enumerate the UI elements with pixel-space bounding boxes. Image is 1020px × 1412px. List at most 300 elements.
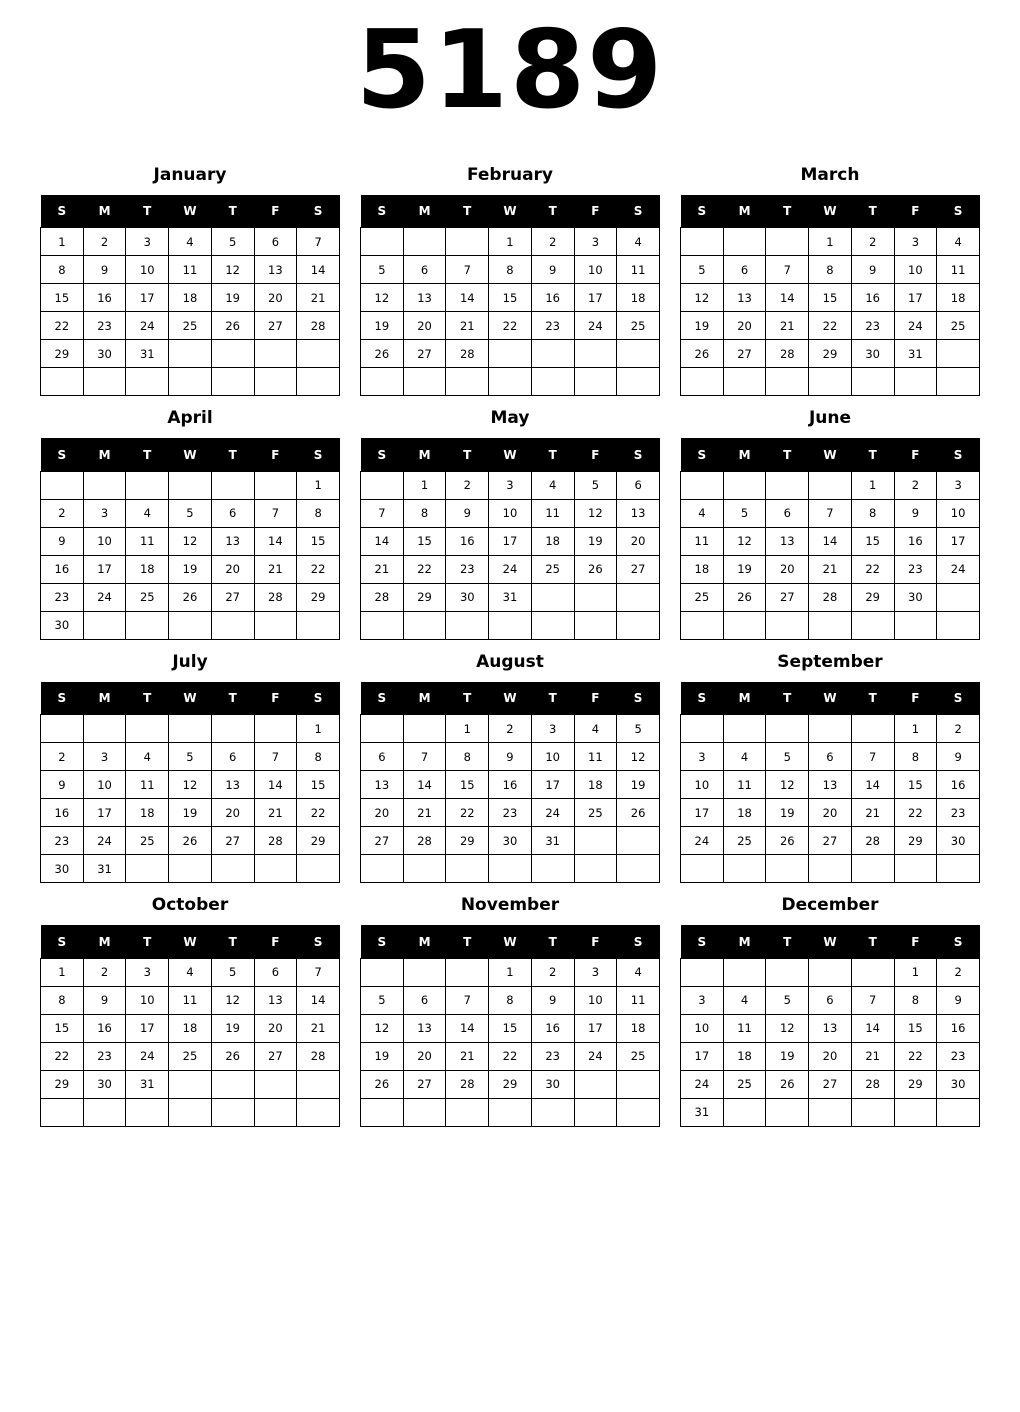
day-cell[interactable]: 18 [169,284,212,312]
day-cell[interactable]: 8 [41,986,84,1014]
day-cell[interactable]: 10 [83,527,126,555]
day-cell[interactable]: 7 [297,228,340,256]
day-cell[interactable]: 14 [809,527,852,555]
day-cell[interactable]: 7 [851,743,894,771]
day-cell[interactable]: 8 [851,499,894,527]
day-cell[interactable]: 13 [211,527,254,555]
day-cell[interactable]: 8 [297,743,340,771]
day-cell[interactable]: 6 [617,471,660,499]
day-cell[interactable]: 7 [766,256,809,284]
day-cell[interactable]: 9 [83,986,126,1014]
day-cell[interactable]: 13 [809,1014,852,1042]
day-cell[interactable]: 21 [446,1042,489,1070]
day-cell[interactable]: 28 [297,312,340,340]
day-cell[interactable]: 17 [937,527,980,555]
day-cell[interactable]: 7 [446,256,489,284]
day-cell[interactable]: 7 [809,499,852,527]
day-cell[interactable]: 3 [574,958,617,986]
day-cell[interactable]: 28 [254,827,297,855]
day-cell[interactable]: 3 [489,471,532,499]
day-cell[interactable]: 26 [211,312,254,340]
day-cell[interactable]: 20 [809,799,852,827]
day-cell[interactable]: 2 [83,958,126,986]
day-cell[interactable]: 5 [211,228,254,256]
day-cell[interactable]: 29 [297,827,340,855]
day-cell[interactable]: 28 [254,583,297,611]
day-cell[interactable]: 30 [851,340,894,368]
day-cell[interactable]: 12 [361,284,404,312]
day-cell[interactable]: 22 [41,312,84,340]
day-cell[interactable]: 14 [254,771,297,799]
day-cell[interactable]: 8 [489,986,532,1014]
day-cell[interactable]: 4 [169,228,212,256]
day-cell[interactable]: 27 [617,555,660,583]
day-cell[interactable]: 13 [403,284,446,312]
day-cell[interactable]: 5 [361,986,404,1014]
day-cell[interactable]: 11 [574,743,617,771]
day-cell[interactable]: 29 [894,827,937,855]
day-cell[interactable]: 20 [809,1042,852,1070]
day-cell[interactable]: 14 [297,986,340,1014]
day-cell[interactable]: 7 [361,499,404,527]
day-cell[interactable]: 27 [809,827,852,855]
day-cell[interactable]: 11 [937,256,980,284]
day-cell[interactable]: 1 [41,958,84,986]
day-cell[interactable]: 14 [403,771,446,799]
day-cell[interactable]: 9 [851,256,894,284]
day-cell[interactable]: 19 [211,1014,254,1042]
day-cell[interactable]: 19 [617,771,660,799]
day-cell[interactable]: 29 [809,340,852,368]
day-cell[interactable]: 15 [297,771,340,799]
day-cell[interactable]: 19 [723,555,766,583]
day-cell[interactable]: 21 [766,312,809,340]
day-cell[interactable]: 12 [766,771,809,799]
day-cell[interactable]: 1 [403,471,446,499]
day-cell[interactable]: 29 [403,583,446,611]
day-cell[interactable]: 19 [211,284,254,312]
day-cell[interactable]: 16 [41,799,84,827]
day-cell[interactable]: 9 [41,527,84,555]
day-cell[interactable]: 18 [723,799,766,827]
day-cell[interactable]: 31 [83,855,126,883]
day-cell[interactable]: 29 [446,827,489,855]
day-cell[interactable]: 27 [361,827,404,855]
day-cell[interactable]: 23 [41,827,84,855]
day-cell[interactable]: 18 [169,1014,212,1042]
day-cell[interactable]: 23 [83,312,126,340]
day-cell[interactable]: 19 [361,1042,404,1070]
day-cell[interactable]: 22 [403,555,446,583]
day-cell[interactable]: 16 [851,284,894,312]
day-cell[interactable]: 27 [403,340,446,368]
day-cell[interactable]: 30 [83,340,126,368]
day-cell[interactable]: 12 [574,499,617,527]
day-cell[interactable]: 21 [297,1014,340,1042]
day-cell[interactable]: 1 [297,471,340,499]
day-cell[interactable]: 2 [83,228,126,256]
day-cell[interactable]: 28 [446,340,489,368]
day-cell[interactable]: 2 [851,228,894,256]
day-cell[interactable]: 15 [894,1014,937,1042]
day-cell[interactable]: 31 [894,340,937,368]
day-cell[interactable]: 22 [809,312,852,340]
day-cell[interactable]: 15 [297,527,340,555]
day-cell[interactable]: 24 [574,1042,617,1070]
day-cell[interactable]: 8 [894,986,937,1014]
day-cell[interactable]: 11 [723,771,766,799]
day-cell[interactable]: 13 [809,771,852,799]
day-cell[interactable]: 24 [126,1042,169,1070]
day-cell[interactable]: 31 [489,583,532,611]
day-cell[interactable]: 15 [489,1014,532,1042]
day-cell[interactable]: 14 [297,256,340,284]
day-cell[interactable]: 27 [211,583,254,611]
day-cell[interactable]: 3 [531,715,574,743]
day-cell[interactable]: 28 [403,827,446,855]
day-cell[interactable]: 5 [211,958,254,986]
day-cell[interactable]: 11 [169,986,212,1014]
day-cell[interactable]: 6 [809,743,852,771]
day-cell[interactable]: 25 [723,827,766,855]
day-cell[interactable]: 14 [851,1014,894,1042]
day-cell[interactable]: 10 [894,256,937,284]
day-cell[interactable]: 27 [211,827,254,855]
day-cell[interactable]: 5 [681,256,724,284]
day-cell[interactable]: 20 [403,1042,446,1070]
day-cell[interactable]: 4 [531,471,574,499]
day-cell[interactable]: 23 [41,583,84,611]
day-cell[interactable]: 30 [489,827,532,855]
day-cell[interactable]: 25 [126,583,169,611]
day-cell[interactable]: 6 [403,256,446,284]
day-cell[interactable]: 3 [681,743,724,771]
day-cell[interactable]: 19 [169,555,212,583]
day-cell[interactable]: 16 [41,555,84,583]
day-cell[interactable]: 29 [41,1070,84,1098]
day-cell[interactable]: 30 [83,1070,126,1098]
day-cell[interactable]: 26 [211,1042,254,1070]
day-cell[interactable]: 4 [126,743,169,771]
day-cell[interactable]: 8 [809,256,852,284]
day-cell[interactable]: 24 [681,827,724,855]
day-cell[interactable]: 2 [41,743,84,771]
day-cell[interactable]: 25 [531,555,574,583]
day-cell[interactable]: 27 [809,1070,852,1098]
day-cell[interactable]: 15 [41,284,84,312]
day-cell[interactable]: 6 [403,986,446,1014]
day-cell[interactable]: 2 [531,958,574,986]
day-cell[interactable]: 23 [531,1042,574,1070]
day-cell[interactable]: 18 [531,527,574,555]
day-cell[interactable]: 22 [894,799,937,827]
day-cell[interactable]: 16 [531,284,574,312]
day-cell[interactable]: 23 [937,799,980,827]
day-cell[interactable]: 19 [766,799,809,827]
day-cell[interactable]: 31 [126,340,169,368]
day-cell[interactable]: 9 [937,986,980,1014]
day-cell[interactable]: 13 [211,771,254,799]
day-cell[interactable]: 25 [169,1042,212,1070]
day-cell[interactable]: 18 [937,284,980,312]
day-cell[interactable]: 4 [169,958,212,986]
day-cell[interactable]: 2 [41,499,84,527]
day-cell[interactable]: 27 [254,312,297,340]
day-cell[interactable]: 4 [126,499,169,527]
day-cell[interactable]: 7 [297,958,340,986]
day-cell[interactable]: 2 [894,471,937,499]
day-cell[interactable]: 11 [126,527,169,555]
day-cell[interactable]: 12 [681,284,724,312]
day-cell[interactable]: 10 [681,1014,724,1042]
day-cell[interactable]: 29 [894,1070,937,1098]
day-cell[interactable]: 28 [851,827,894,855]
day-cell[interactable]: 10 [574,256,617,284]
day-cell[interactable]: 20 [723,312,766,340]
day-cell[interactable]: 10 [489,499,532,527]
day-cell[interactable]: 15 [894,771,937,799]
day-cell[interactable]: 24 [894,312,937,340]
day-cell[interactable]: 17 [489,527,532,555]
day-cell[interactable]: 1 [297,715,340,743]
day-cell[interactable]: 19 [169,799,212,827]
day-cell[interactable]: 6 [766,499,809,527]
day-cell[interactable]: 11 [681,527,724,555]
day-cell[interactable]: 6 [809,986,852,1014]
day-cell[interactable]: 26 [361,340,404,368]
day-cell[interactable]: 7 [254,499,297,527]
day-cell[interactable]: 20 [403,312,446,340]
day-cell[interactable]: 31 [126,1070,169,1098]
day-cell[interactable]: 28 [297,1042,340,1070]
day-cell[interactable]: 25 [574,799,617,827]
day-cell[interactable]: 5 [617,715,660,743]
day-cell[interactable]: 23 [83,1042,126,1070]
day-cell[interactable]: 17 [83,555,126,583]
day-cell[interactable]: 9 [83,256,126,284]
day-cell[interactable]: 16 [531,1014,574,1042]
day-cell[interactable]: 12 [169,771,212,799]
day-cell[interactable]: 14 [851,771,894,799]
day-cell[interactable]: 13 [617,499,660,527]
day-cell[interactable]: 12 [723,527,766,555]
day-cell[interactable]: 5 [361,256,404,284]
day-cell[interactable]: 30 [531,1070,574,1098]
day-cell[interactable]: 21 [446,312,489,340]
day-cell[interactable]: 15 [403,527,446,555]
day-cell[interactable]: 10 [126,986,169,1014]
day-cell[interactable]: 10 [574,986,617,1014]
day-cell[interactable]: 23 [531,312,574,340]
day-cell[interactable]: 2 [937,958,980,986]
day-cell[interactable]: 22 [297,555,340,583]
day-cell[interactable]: 25 [681,583,724,611]
day-cell[interactable]: 22 [446,799,489,827]
day-cell[interactable]: 5 [169,743,212,771]
day-cell[interactable]: 20 [211,799,254,827]
day-cell[interactable]: 9 [531,986,574,1014]
day-cell[interactable]: 8 [41,256,84,284]
day-cell[interactable]: 30 [937,827,980,855]
day-cell[interactable]: 29 [41,340,84,368]
day-cell[interactable]: 20 [211,555,254,583]
day-cell[interactable]: 9 [894,499,937,527]
day-cell[interactable]: 2 [446,471,489,499]
day-cell[interactable]: 24 [83,827,126,855]
day-cell[interactable]: 6 [211,499,254,527]
day-cell[interactable]: 5 [723,499,766,527]
day-cell[interactable]: 26 [617,799,660,827]
day-cell[interactable]: 15 [851,527,894,555]
day-cell[interactable]: 9 [41,771,84,799]
day-cell[interactable]: 21 [809,555,852,583]
day-cell[interactable]: 17 [574,284,617,312]
day-cell[interactable]: 26 [766,1070,809,1098]
day-cell[interactable]: 12 [617,743,660,771]
day-cell[interactable]: 5 [574,471,617,499]
day-cell[interactable]: 20 [254,1014,297,1042]
day-cell[interactable]: 16 [489,771,532,799]
day-cell[interactable]: 17 [126,1014,169,1042]
day-cell[interactable]: 17 [126,284,169,312]
day-cell[interactable]: 10 [126,256,169,284]
day-cell[interactable]: 23 [894,555,937,583]
day-cell[interactable]: 6 [254,958,297,986]
day-cell[interactable]: 12 [766,1014,809,1042]
day-cell[interactable]: 1 [489,228,532,256]
day-cell[interactable]: 30 [446,583,489,611]
day-cell[interactable]: 25 [126,827,169,855]
day-cell[interactable]: 28 [851,1070,894,1098]
day-cell[interactable]: 11 [169,256,212,284]
day-cell[interactable]: 20 [766,555,809,583]
day-cell[interactable]: 30 [41,611,84,639]
day-cell[interactable]: 1 [894,715,937,743]
day-cell[interactable]: 18 [126,799,169,827]
day-cell[interactable]: 26 [169,827,212,855]
day-cell[interactable]: 26 [574,555,617,583]
day-cell[interactable]: 2 [489,715,532,743]
day-cell[interactable]: 16 [937,771,980,799]
day-cell[interactable]: 20 [361,799,404,827]
day-cell[interactable]: 19 [574,527,617,555]
day-cell[interactable]: 24 [489,555,532,583]
day-cell[interactable]: 3 [83,743,126,771]
day-cell[interactable]: 14 [254,527,297,555]
day-cell[interactable]: 13 [723,284,766,312]
day-cell[interactable]: 31 [681,1098,724,1126]
day-cell[interactable]: 12 [361,1014,404,1042]
day-cell[interactable]: 30 [894,583,937,611]
day-cell[interactable]: 6 [254,228,297,256]
day-cell[interactable]: 15 [41,1014,84,1042]
day-cell[interactable]: 24 [531,799,574,827]
day-cell[interactable]: 8 [894,743,937,771]
day-cell[interactable]: 11 [617,986,660,1014]
day-cell[interactable]: 27 [723,340,766,368]
day-cell[interactable]: 13 [766,527,809,555]
day-cell[interactable]: 15 [446,771,489,799]
day-cell[interactable]: 12 [211,256,254,284]
day-cell[interactable]: 23 [851,312,894,340]
day-cell[interactable]: 11 [617,256,660,284]
day-cell[interactable]: 18 [723,1042,766,1070]
day-cell[interactable]: 10 [937,499,980,527]
day-cell[interactable]: 17 [574,1014,617,1042]
day-cell[interactable]: 5 [169,499,212,527]
day-cell[interactable]: 21 [361,555,404,583]
day-cell[interactable]: 26 [361,1070,404,1098]
day-cell[interactable]: 24 [126,312,169,340]
day-cell[interactable]: 9 [446,499,489,527]
day-cell[interactable]: 28 [809,583,852,611]
day-cell[interactable]: 10 [83,771,126,799]
day-cell[interactable]: 23 [446,555,489,583]
day-cell[interactable]: 19 [766,1042,809,1070]
day-cell[interactable]: 30 [937,1070,980,1098]
day-cell[interactable]: 29 [851,583,894,611]
day-cell[interactable]: 22 [851,555,894,583]
day-cell[interactable]: 20 [617,527,660,555]
day-cell[interactable]: 21 [254,799,297,827]
day-cell[interactable]: 2 [937,715,980,743]
day-cell[interactable]: 9 [489,743,532,771]
day-cell[interactable]: 24 [937,555,980,583]
day-cell[interactable]: 12 [211,986,254,1014]
day-cell[interactable]: 3 [126,958,169,986]
day-cell[interactable]: 1 [489,958,532,986]
day-cell[interactable]: 19 [681,312,724,340]
day-cell[interactable]: 18 [681,555,724,583]
day-cell[interactable]: 25 [617,312,660,340]
day-cell[interactable]: 21 [297,284,340,312]
day-cell[interactable]: 4 [574,715,617,743]
day-cell[interactable]: 16 [894,527,937,555]
day-cell[interactable]: 3 [894,228,937,256]
day-cell[interactable]: 8 [297,499,340,527]
day-cell[interactable]: 18 [617,284,660,312]
day-cell[interactable]: 22 [894,1042,937,1070]
day-cell[interactable]: 24 [83,583,126,611]
day-cell[interactable]: 4 [723,743,766,771]
day-cell[interactable]: 14 [446,284,489,312]
day-cell[interactable]: 18 [126,555,169,583]
day-cell[interactable]: 11 [723,1014,766,1042]
day-cell[interactable]: 29 [489,1070,532,1098]
day-cell[interactable]: 3 [126,228,169,256]
day-cell[interactable]: 3 [574,228,617,256]
day-cell[interactable]: 28 [446,1070,489,1098]
day-cell[interactable]: 8 [489,256,532,284]
day-cell[interactable]: 8 [403,499,446,527]
day-cell[interactable]: 17 [83,799,126,827]
day-cell[interactable]: 13 [403,1014,446,1042]
day-cell[interactable]: 31 [531,827,574,855]
day-cell[interactable]: 14 [766,284,809,312]
day-cell[interactable]: 3 [83,499,126,527]
day-cell[interactable]: 16 [446,527,489,555]
day-cell[interactable]: 7 [254,743,297,771]
day-cell[interactable]: 17 [894,284,937,312]
day-cell[interactable]: 6 [361,743,404,771]
day-cell[interactable]: 18 [617,1014,660,1042]
day-cell[interactable]: 28 [766,340,809,368]
day-cell[interactable]: 15 [489,284,532,312]
day-cell[interactable]: 29 [297,583,340,611]
day-cell[interactable]: 17 [531,771,574,799]
day-cell[interactable]: 9 [937,743,980,771]
day-cell[interactable]: 13 [361,771,404,799]
